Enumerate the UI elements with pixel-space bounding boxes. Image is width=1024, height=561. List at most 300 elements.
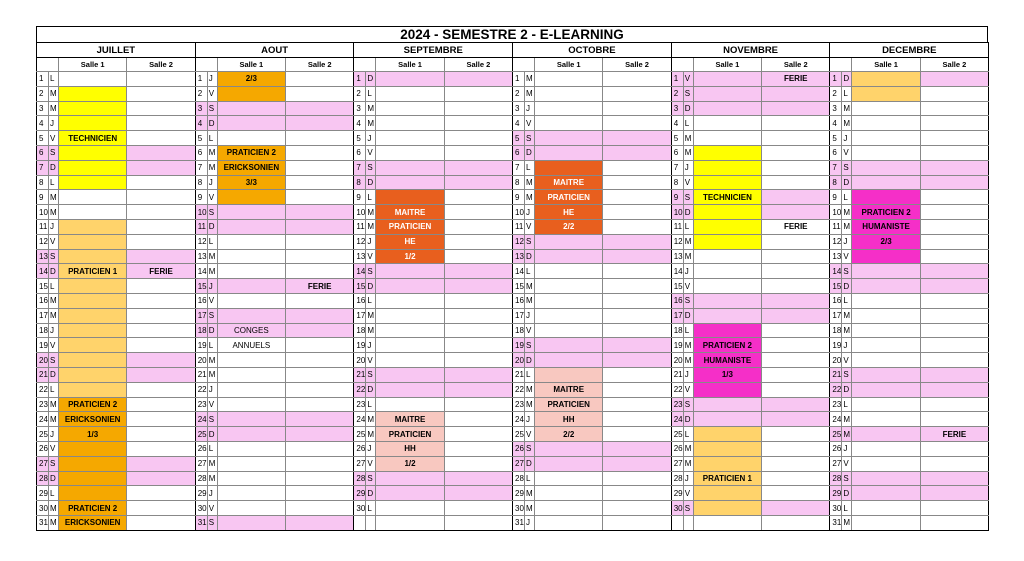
salle2-cell <box>127 323 195 338</box>
day-letter: M <box>366 205 376 220</box>
day-number: 21 <box>195 367 207 382</box>
salle2-cell <box>762 382 830 397</box>
day-number: 31 <box>37 515 49 530</box>
salle1-cell <box>217 367 285 382</box>
day-number: 14 <box>354 264 366 279</box>
salle2-cell <box>127 397 195 412</box>
day-number: 14 <box>830 264 842 279</box>
day-letter: M <box>683 456 693 471</box>
salle1-cell <box>852 515 920 530</box>
salle1-cell <box>693 145 761 160</box>
salle2-cell <box>603 175 671 190</box>
day-row <box>37 323 989 338</box>
salle1-cell <box>217 101 285 116</box>
salle2-cell <box>286 293 354 308</box>
day-letter: J <box>366 338 376 353</box>
day-letter: D <box>49 160 59 175</box>
day-number: 17 <box>37 308 49 323</box>
day-number: 17 <box>513 308 525 323</box>
salle2-cell <box>127 486 195 501</box>
day-number: 14 <box>37 264 49 279</box>
salle1-cell <box>59 382 127 397</box>
day-number: 1 <box>513 72 525 87</box>
day-letter: M <box>842 308 852 323</box>
salle1-cell <box>852 412 920 427</box>
day-letter: L <box>842 293 852 308</box>
day-row <box>37 160 989 175</box>
day-number: 19 <box>37 338 49 353</box>
salle1-cell <box>693 323 761 338</box>
day-number: 8 <box>354 175 366 190</box>
day-letter: M <box>842 515 852 530</box>
salle1-cell <box>852 72 920 87</box>
salle1-cell <box>217 219 285 234</box>
day-number: 26 <box>195 441 207 456</box>
salle1-cell <box>693 175 761 190</box>
salle1-cell <box>693 116 761 131</box>
salle-header: Salle 2 <box>762 58 830 72</box>
salle1-cell <box>217 515 285 530</box>
salle2-cell <box>127 219 195 234</box>
day-letter: L <box>842 397 852 412</box>
day-number: 6 <box>830 145 842 160</box>
day-letter: S <box>207 101 217 116</box>
day-letter: S <box>525 338 535 353</box>
day-row <box>37 397 989 412</box>
salle2-cell <box>127 382 195 397</box>
day-letter: J <box>842 441 852 456</box>
day-number: 25 <box>830 427 842 442</box>
day-number: 9 <box>671 190 683 205</box>
day-number: 6 <box>195 145 207 160</box>
salle2-cell <box>920 293 988 308</box>
salle1-cell <box>693 308 761 323</box>
day-letter: M <box>842 101 852 116</box>
salle2-cell <box>286 264 354 279</box>
day-letter: L <box>683 116 693 131</box>
day-letter: D <box>525 249 535 264</box>
day-letter: D <box>49 471 59 486</box>
day-letter: M <box>366 308 376 323</box>
day-number: 17 <box>195 308 207 323</box>
salle1-cell: 1/3 <box>693 367 761 382</box>
day-number: 22 <box>513 382 525 397</box>
salle1-cell <box>217 190 285 205</box>
day-row <box>37 249 989 264</box>
day-number: 10 <box>513 205 525 220</box>
salle1-cell: TECHNICIEN <box>59 131 127 146</box>
day-number: 15 <box>37 279 49 294</box>
salle2-cell <box>444 205 512 220</box>
day-letter: V <box>842 249 852 264</box>
salle2-cell <box>127 367 195 382</box>
day-row <box>37 382 989 397</box>
salle2-cell <box>762 367 830 382</box>
salle1-cell <box>852 501 920 516</box>
day-letter: V <box>683 486 693 501</box>
salle1-cell <box>376 382 444 397</box>
salle2-cell: FERIE <box>286 279 354 294</box>
day-number: 5 <box>830 131 842 146</box>
salle1-cell <box>852 456 920 471</box>
salle2-cell <box>286 131 354 146</box>
salle1-cell <box>852 145 920 160</box>
day-number: 25 <box>513 427 525 442</box>
day-letter: M <box>207 456 217 471</box>
salle1-cell <box>217 412 285 427</box>
salle2-cell <box>762 205 830 220</box>
day-letter: D <box>207 427 217 442</box>
day-letter: L <box>683 427 693 442</box>
day-letter: D <box>683 412 693 427</box>
salle1-cell <box>852 175 920 190</box>
salle2-cell <box>762 456 830 471</box>
salle1-cell <box>376 486 444 501</box>
salle1-cell <box>852 338 920 353</box>
day-number: 13 <box>830 249 842 264</box>
day-number: 21 <box>37 367 49 382</box>
day-number: 31 <box>830 515 842 530</box>
day-number: 9 <box>513 190 525 205</box>
day-letter: M <box>525 486 535 501</box>
day-number: 7 <box>830 160 842 175</box>
salle1-cell: HUMANISTE <box>693 353 761 368</box>
salle1-cell <box>376 293 444 308</box>
salle2-cell <box>127 190 195 205</box>
salle2-cell <box>920 219 988 234</box>
day-number: 3 <box>671 101 683 116</box>
day-letter: D <box>366 486 376 501</box>
salle-header-spacer <box>671 58 693 72</box>
salle2-cell <box>127 427 195 442</box>
salle1-cell <box>535 160 603 175</box>
page-title: 2024 - SEMESTRE 2 - E-LEARNING <box>36 26 988 42</box>
day-letter: M <box>525 72 535 87</box>
day-letter: D <box>366 72 376 87</box>
salle1-cell <box>59 293 127 308</box>
day-number: 6 <box>37 145 49 160</box>
day-letter: J <box>207 72 217 87</box>
salle1-cell <box>852 308 920 323</box>
day-letter: L <box>366 86 376 101</box>
day-number: 21 <box>830 367 842 382</box>
day-number: 26 <box>830 441 842 456</box>
day-number: 24 <box>354 412 366 427</box>
salle2-cell <box>603 397 671 412</box>
day-number: 12 <box>513 234 525 249</box>
salle1-cell <box>59 175 127 190</box>
day-number: 26 <box>37 441 49 456</box>
day-letter: M <box>49 205 59 220</box>
salle1-cell: MAITRE <box>535 382 603 397</box>
salle1-cell: 1/2 <box>376 456 444 471</box>
day-letter: J <box>525 205 535 220</box>
salle2-cell <box>603 412 671 427</box>
salle2-cell <box>127 293 195 308</box>
day-number: 8 <box>195 175 207 190</box>
day-letter: M <box>525 175 535 190</box>
salle1-cell: ERICKSONIEN <box>59 515 127 530</box>
day-number: 7 <box>195 160 207 175</box>
day-number: 3 <box>37 101 49 116</box>
salle2-cell <box>762 131 830 146</box>
salle1-cell <box>693 160 761 175</box>
salle2-cell <box>603 219 671 234</box>
salle2-cell <box>444 190 512 205</box>
salle2-cell <box>127 175 195 190</box>
day-number: 23 <box>195 397 207 412</box>
salle2-cell <box>444 338 512 353</box>
day-letter: M <box>366 323 376 338</box>
month-header: NOVEMBRE <box>671 43 830 58</box>
day-letter: M <box>49 308 59 323</box>
day-number: 30 <box>37 501 49 516</box>
day-letter: L <box>207 131 217 146</box>
salle2-cell <box>762 486 830 501</box>
salle1-cell <box>376 72 444 87</box>
salle1-cell: PRATICIEN <box>535 397 603 412</box>
salle2-cell <box>286 86 354 101</box>
day-letter: M <box>683 441 693 456</box>
salle2-cell <box>603 72 671 87</box>
salle1-cell: HH <box>535 412 603 427</box>
day-number: 27 <box>37 456 49 471</box>
salle1-cell <box>693 205 761 220</box>
day-number: 19 <box>513 338 525 353</box>
month-header: DECEMBRE <box>830 43 989 58</box>
day-letter: M <box>525 293 535 308</box>
day-letter: J <box>49 323 59 338</box>
salle1-cell: HE <box>376 234 444 249</box>
salle2-cell <box>920 412 988 427</box>
salle2-cell <box>444 456 512 471</box>
salle2-cell <box>444 323 512 338</box>
salle1-cell <box>693 131 761 146</box>
salle1-cell <box>535 116 603 131</box>
salle1-cell <box>217 131 285 146</box>
day-letter: D <box>207 219 217 234</box>
salle1-cell <box>693 219 761 234</box>
day-letter: V <box>207 397 217 412</box>
salle1-cell: HUMANISTE <box>852 219 920 234</box>
day-letter: V <box>207 190 217 205</box>
day-letter: V <box>366 353 376 368</box>
day-number: 1 <box>195 72 207 87</box>
day-letter: S <box>49 353 59 368</box>
day-letter: D <box>366 279 376 294</box>
day-number: 18 <box>830 323 842 338</box>
day-letter: J <box>207 382 217 397</box>
day-letter: M <box>207 264 217 279</box>
day-letter: S <box>49 249 59 264</box>
salle1-cell <box>535 338 603 353</box>
day-number: 17 <box>671 308 683 323</box>
salle2-cell <box>920 264 988 279</box>
day-letter: M <box>525 382 535 397</box>
salle1-cell <box>693 249 761 264</box>
day-letter: J <box>683 160 693 175</box>
salle2-cell <box>286 234 354 249</box>
day-number: 4 <box>830 116 842 131</box>
salle1-cell: 2/2 <box>535 427 603 442</box>
salle1-cell <box>693 264 761 279</box>
salle1-cell <box>852 441 920 456</box>
day-letter: L <box>842 501 852 516</box>
salle2-cell <box>127 308 195 323</box>
day-number: 15 <box>830 279 842 294</box>
salle1-cell: 2/3 <box>217 72 285 87</box>
day-letter: D <box>683 205 693 220</box>
day-number <box>354 515 366 530</box>
day-number: 2 <box>195 86 207 101</box>
salle1-cell: 2/2 <box>535 219 603 234</box>
day-letter: L <box>525 160 535 175</box>
salle1-cell <box>535 456 603 471</box>
salle1-cell <box>535 471 603 486</box>
salle-header-spacer <box>830 58 852 72</box>
day-number: 10 <box>195 205 207 220</box>
salle2-cell <box>444 249 512 264</box>
day-number: 13 <box>513 249 525 264</box>
day-letter: L <box>49 175 59 190</box>
salle2-cell <box>603 264 671 279</box>
day-number: 16 <box>195 293 207 308</box>
salle2-cell <box>127 471 195 486</box>
salle1-cell <box>59 72 127 87</box>
day-number: 10 <box>671 205 683 220</box>
day-number: 23 <box>37 397 49 412</box>
day-row <box>37 86 989 101</box>
day-letter: D <box>683 101 693 116</box>
day-letter: M <box>49 397 59 412</box>
salle2-cell <box>286 116 354 131</box>
salle1-cell <box>59 471 127 486</box>
day-number: 4 <box>671 116 683 131</box>
salle1-cell <box>693 456 761 471</box>
salle1-cell <box>59 234 127 249</box>
salle2-cell <box>603 279 671 294</box>
salle1-cell <box>852 367 920 382</box>
day-letter: J <box>49 116 59 131</box>
day-number: 24 <box>830 412 842 427</box>
salle1-cell <box>693 234 761 249</box>
salle2-cell: FERIE <box>920 427 988 442</box>
day-number: 12 <box>195 234 207 249</box>
salle2-cell <box>444 101 512 116</box>
salle1-cell <box>852 101 920 116</box>
day-row <box>37 175 989 190</box>
day-letter: L <box>207 441 217 456</box>
salle1-cell <box>535 234 603 249</box>
day-letter: V <box>207 501 217 516</box>
day-number: 20 <box>830 353 842 368</box>
salle1-cell <box>693 72 761 87</box>
salle2-cell <box>762 323 830 338</box>
day-number: 31 <box>513 515 525 530</box>
day-number: 2 <box>354 86 366 101</box>
day-letter: V <box>366 249 376 264</box>
salle1-cell <box>693 515 761 530</box>
salle2-cell <box>762 441 830 456</box>
day-letter: S <box>683 190 693 205</box>
day-letter: V <box>49 338 59 353</box>
day-letter: S <box>207 205 217 220</box>
salle2-cell <box>286 427 354 442</box>
salle1-cell <box>59 456 127 471</box>
day-number: 28 <box>37 471 49 486</box>
salle1-cell: 1/2 <box>376 249 444 264</box>
day-letter: M <box>207 249 217 264</box>
day-letter: S <box>525 234 535 249</box>
day-row <box>37 293 989 308</box>
day-letter: M <box>525 279 535 294</box>
salle2-cell <box>444 471 512 486</box>
day-number: 5 <box>513 131 525 146</box>
day-number: 7 <box>671 160 683 175</box>
salle2-cell <box>920 471 988 486</box>
salle2-cell <box>762 101 830 116</box>
salle2-cell <box>762 264 830 279</box>
day-letter: L <box>366 190 376 205</box>
day-number: 14 <box>513 264 525 279</box>
month-header: JUILLET <box>37 43 196 58</box>
salle2-cell <box>603 367 671 382</box>
salle2-cell <box>920 486 988 501</box>
day-letter: M <box>207 471 217 486</box>
salle1-cell <box>852 264 920 279</box>
day-number: 8 <box>37 175 49 190</box>
salle2-cell <box>762 86 830 101</box>
salle2-cell <box>444 219 512 234</box>
day-letter: S <box>49 145 59 160</box>
salle1-cell <box>217 308 285 323</box>
day-number: 6 <box>671 145 683 160</box>
salle2-cell <box>920 338 988 353</box>
day-number: 8 <box>671 175 683 190</box>
salle2-cell <box>127 249 195 264</box>
day-letter: L <box>525 471 535 486</box>
day-number: 11 <box>195 219 207 234</box>
day-number: 4 <box>513 116 525 131</box>
salle2-cell <box>762 116 830 131</box>
day-number: 8 <box>830 175 842 190</box>
day-number: 24 <box>37 412 49 427</box>
salle1-cell: HE <box>535 205 603 220</box>
day-letter: D <box>207 323 217 338</box>
day-letter: S <box>842 160 852 175</box>
day-number: 20 <box>195 353 207 368</box>
day-row <box>37 234 989 249</box>
day-number: 10 <box>830 205 842 220</box>
salle2-cell <box>762 145 830 160</box>
day-number: 6 <box>354 145 366 160</box>
month-header-row <box>37 43 989 58</box>
day-number: 18 <box>354 323 366 338</box>
day-letter: D <box>366 382 376 397</box>
day-number: 14 <box>195 264 207 279</box>
day-number: 16 <box>513 293 525 308</box>
salle1-cell: CONGES <box>217 323 285 338</box>
salle2-cell <box>920 116 988 131</box>
salle2-cell <box>286 101 354 116</box>
day-number: 30 <box>195 501 207 516</box>
salle2-cell <box>286 219 354 234</box>
salle2-cell <box>127 234 195 249</box>
day-letter: J <box>683 367 693 382</box>
salle-header: Salle 1 <box>852 58 920 72</box>
day-letter: L <box>49 72 59 87</box>
salle2-cell <box>286 382 354 397</box>
